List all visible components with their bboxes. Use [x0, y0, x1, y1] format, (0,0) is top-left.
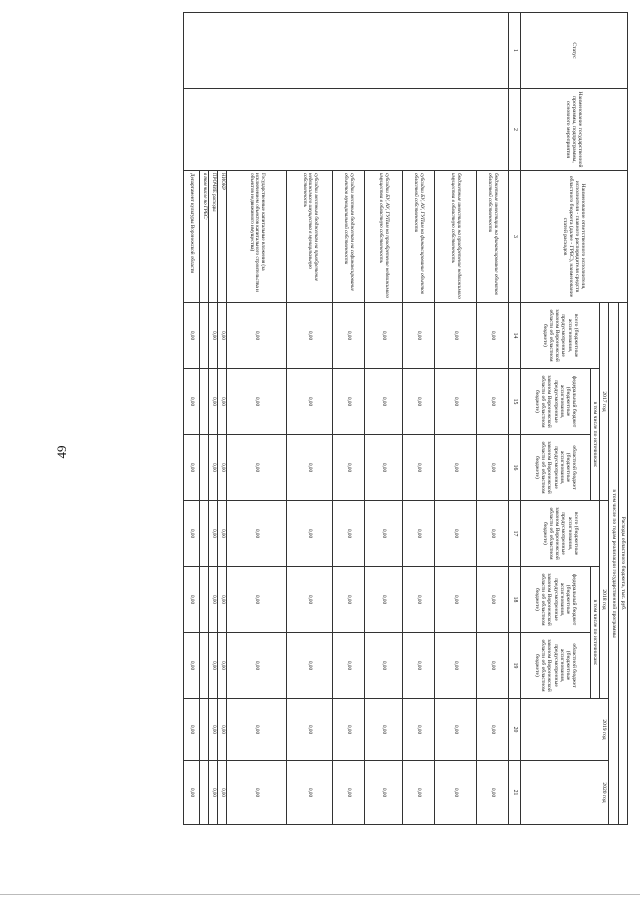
value-cell: 0,00 [218, 761, 227, 825]
value-cell: 0,00 [333, 303, 365, 369]
value-cell: 0,00 [477, 699, 509, 761]
value-cell: 0,00 [227, 699, 287, 761]
value-cell: 0,00 [209, 369, 218, 435]
value-cell [200, 633, 209, 699]
value-cell: 0,00 [227, 567, 287, 633]
col-index: 2 [509, 89, 521, 171]
value-cell: 0,00 [287, 369, 333, 435]
value-cell: 0,00 [403, 303, 435, 369]
col-index: 19 [509, 633, 521, 699]
value-cell: 0,00 [218, 567, 227, 633]
value-cell: 0,00 [477, 303, 509, 369]
header-federal-2017: федеральный бюджет (бюджетные ассигнования, предусмотренные законом Воронежской области об областном бюджете) [521, 369, 591, 435]
header-regional-2017: областной бюджет (бюджетные ассигнования, предусмотренные законом Воронежской области об областном бюджете) [521, 435, 591, 501]
row-label: Государственные капитальные вложения (за исключением объектов капитального строительства и объектов недвижимого имущества) [227, 171, 287, 303]
value-cell: 0,00 [333, 501, 365, 567]
value-cell: 0,00 [333, 369, 365, 435]
value-cell: 0,00 [227, 501, 287, 567]
value-cell [200, 567, 209, 633]
value-cell: 0,00 [218, 501, 227, 567]
page-number: 49 [54, 445, 69, 459]
value-cell: 0,00 [477, 761, 509, 825]
row-label: Департамент культуры Воронежской области [184, 171, 200, 303]
value-cell: 0,00 [333, 435, 365, 501]
header-year-2020: 2020 год [521, 761, 610, 825]
header-sources-2018: в том числе по источникам: [591, 567, 600, 699]
row-label: НИОКР [218, 171, 227, 303]
header-year-2017: 2017 год [600, 303, 609, 501]
value-cell: 0,00 [209, 761, 218, 825]
value-cell: 0,00 [435, 567, 477, 633]
value-cell: 0,00 [218, 633, 227, 699]
header-total-2017: всего (бюджетные ассигнования, предусмотренные законом Воронежской области об областном бюджете) [521, 303, 600, 369]
value-cell: 0,00 [184, 567, 200, 633]
value-cell [200, 761, 209, 825]
value-cell: 0,00 [287, 699, 333, 761]
value-cell: 0,00 [365, 303, 403, 369]
col-index: 21 [509, 761, 521, 825]
value-cell: 0,00 [365, 761, 403, 825]
value-cell: 0,00 [477, 435, 509, 501]
header-total-2018: всего (бюджетные ассигнования, предусмотренные законом Воронежской области об областном бюджете) [521, 501, 600, 567]
value-cell: 0,00 [184, 303, 200, 369]
value-cell: 0,00 [227, 369, 287, 435]
value-cell: 0,00 [365, 633, 403, 699]
value-cell: 0,00 [435, 501, 477, 567]
value-cell: 0,00 [365, 699, 403, 761]
row-label: субсидии местным бюджетам на приобретение недвижимого имущества в муниципальную собственность [287, 171, 333, 303]
col-index: 3 [509, 171, 521, 303]
header-expenses: Расходы областного бюджета, тыс. руб. [618, 303, 627, 825]
value-cell: 0,00 [218, 303, 227, 369]
row-label: субсидии местным бюджетам на софинансирование объектов муниципальной собственности [333, 171, 365, 303]
value-cell: 0,00 [227, 633, 287, 699]
value-cell: 0,00 [333, 633, 365, 699]
column-index-row [509, 13, 521, 825]
header-year-2019: 2019 год [521, 699, 610, 761]
col-index: 18 [509, 567, 521, 633]
value-cell [200, 699, 209, 761]
value-cell: 0,00 [184, 761, 200, 825]
value-cell: 0,00 [477, 369, 509, 435]
value-cell: 0,00 [287, 567, 333, 633]
col-index: 16 [509, 435, 521, 501]
header-federal-2018: федеральный бюджет (бюджетные ассигнования, предусмотренные законом Воронежской области об областном бюджете) [521, 567, 591, 633]
value-cell: 0,00 [403, 699, 435, 761]
value-cell: 0,00 [435, 369, 477, 435]
value-cell: 0,00 [287, 435, 333, 501]
value-cell: 0,00 [365, 369, 403, 435]
value-cell: 0,00 [184, 699, 200, 761]
value-cell: 0,00 [435, 435, 477, 501]
value-cell: 0,00 [209, 501, 218, 567]
value-cell: 0,00 [218, 699, 227, 761]
budget-table [183, 12, 628, 825]
col-index: 15 [509, 369, 521, 435]
value-cell: 0,00 [227, 303, 287, 369]
value-cell: 0,00 [435, 633, 477, 699]
value-cell [200, 369, 209, 435]
rotated-table-container [132, 0, 640, 836]
value-cell: 0,00 [403, 761, 435, 825]
value-cell: 0,00 [287, 761, 333, 825]
row-label: субсидии БУ, АУ, ГУПам на приобретение недвижимого имущества в областную собственность [365, 171, 403, 303]
value-cell: 0,00 [435, 699, 477, 761]
value-cell: 0,00 [287, 633, 333, 699]
value-cell: 0,00 [209, 435, 218, 501]
value-cell: 0,00 [403, 633, 435, 699]
value-cell: 0,00 [365, 501, 403, 567]
header-regional-2018: областной бюджет (бюджетные ассигнования, предусмотренные законом Воронежской области об областном бюджете) [521, 633, 591, 699]
program-cell [184, 89, 509, 171]
value-cell: 0,00 [209, 633, 218, 699]
row-label: субсидии БУ, АУ, ГУПам на финансирование объектов областной собственности [403, 171, 435, 303]
value-cell [200, 303, 209, 369]
row-label: бюджетные инвестиции на финансирование объектов областной собственности [477, 171, 509, 303]
status-cell [184, 13, 509, 89]
value-cell: 0,00 [435, 303, 477, 369]
header-executor: Наименование ответственного исполнителя, исполнителя - главного распорядителя средств областного бюджета (далее - ГРБС), наименование статей расходов [521, 171, 628, 303]
value-cell: 0,00 [209, 567, 218, 633]
value-cell [200, 501, 209, 567]
col-index: 1 [509, 13, 521, 89]
value-cell: 0,00 [209, 699, 218, 761]
value-cell: 0,00 [227, 435, 287, 501]
col-index: 14 [509, 303, 521, 369]
row-label: бюджетные инвестиции на приобретение недвижимого имущества в областную собственность [435, 171, 477, 303]
value-cell: 0,00 [184, 633, 200, 699]
header-status: Статус [521, 13, 628, 89]
value-cell: 0,00 [477, 633, 509, 699]
header-program: Наименование государственной программы, подпрограммы, основного мероприятия [521, 89, 628, 171]
value-cell: 0,00 [435, 761, 477, 825]
value-cell: 0,00 [184, 435, 200, 501]
value-cell: 0,00 [287, 303, 333, 369]
col-index: 17 [509, 501, 521, 567]
row-label: ПРОЧИЕ расходы [209, 171, 218, 303]
value-cell: 0,00 [365, 567, 403, 633]
header-year-2018: 2018 год [600, 501, 609, 699]
value-cell: 0,00 [403, 501, 435, 567]
value-cell [200, 435, 209, 501]
value-cell: 0,00 [287, 501, 333, 567]
value-cell: 0,00 [333, 567, 365, 633]
value-cell: 0,00 [333, 761, 365, 825]
value-cell: 0,00 [403, 369, 435, 435]
value-cell: 0,00 [184, 501, 200, 567]
value-cell: 0,00 [218, 435, 227, 501]
col-index: 20 [509, 699, 521, 761]
value-cell: 0,00 [403, 435, 435, 501]
value-cell: 0,00 [209, 303, 218, 369]
table-row [477, 13, 509, 825]
header-sources-2017: в том числе по источникам: [591, 369, 600, 501]
value-cell: 0,00 [477, 567, 509, 633]
value-cell: 0,00 [477, 501, 509, 567]
value-cell: 0,00 [218, 369, 227, 435]
value-cell: 0,00 [365, 435, 403, 501]
page-edge-divider [0, 894, 640, 895]
header-by-years: в том числе по годам реализации государственной программы [609, 303, 618, 825]
value-cell: 0,00 [184, 369, 200, 435]
row-label: в том числе по ГРБС: [200, 171, 209, 303]
value-cell: 0,00 [403, 567, 435, 633]
value-cell: 0,00 [333, 699, 365, 761]
value-cell: 0,00 [227, 761, 287, 825]
